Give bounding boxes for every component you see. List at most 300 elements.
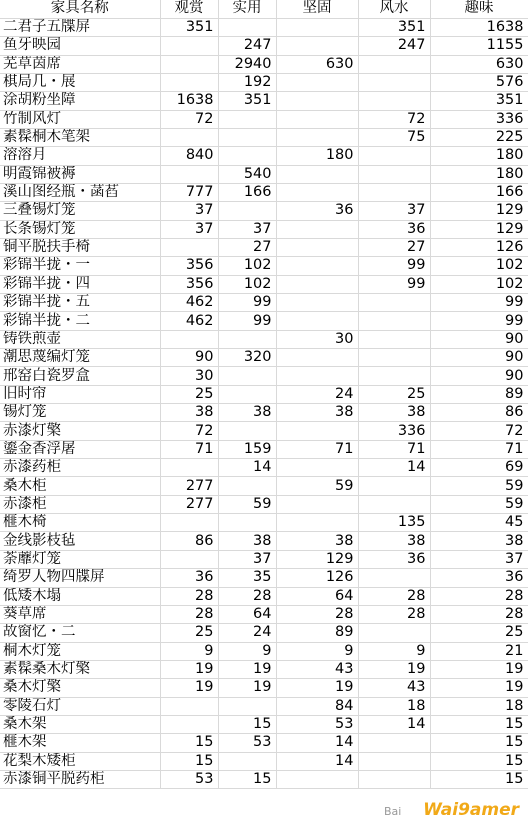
fengshui-cell[interactable]: 43: [358, 679, 430, 697]
table-row: [0, 183, 528, 201]
practical-cell[interactable]: 15: [218, 770, 276, 788]
name-cell[interactable]: 素髹桑木灯檠: [0, 660, 160, 678]
ornamental-cell[interactable]: [160, 128, 218, 146]
ornamental-cell[interactable]: 840: [160, 147, 218, 165]
fun-cell[interactable]: 71: [430, 440, 528, 458]
durability-cell[interactable]: [276, 183, 358, 201]
name-cell[interactable]: 故窗忆・二: [0, 624, 160, 642]
table-row: [0, 238, 528, 256]
ornamental-cell[interactable]: 15: [160, 752, 218, 770]
ornamental-cell[interactable]: [160, 697, 218, 715]
practical-cell[interactable]: 15: [218, 715, 276, 733]
name-cell[interactable]: 荼蘼灯笼: [0, 550, 160, 568]
durability-cell[interactable]: [276, 165, 358, 183]
practical-cell[interactable]: 38: [218, 404, 276, 422]
table-row: [0, 257, 528, 275]
fun-cell[interactable]: 166: [430, 183, 528, 201]
fengshui-cell[interactable]: [358, 752, 430, 770]
practical-cell[interactable]: 102: [218, 257, 276, 275]
fengshui-cell[interactable]: 135: [358, 514, 430, 532]
ornamental-cell[interactable]: 36: [160, 569, 218, 587]
ornamental-cell[interactable]: 19: [160, 660, 218, 678]
fengshui-cell[interactable]: 36: [358, 550, 430, 568]
practical-cell[interactable]: 53: [218, 734, 276, 752]
name-cell[interactable]: 铸铁煎壶: [0, 330, 160, 348]
ornamental-cell[interactable]: [160, 459, 218, 477]
fengshui-cell[interactable]: 9: [358, 642, 430, 660]
durability-cell[interactable]: [276, 770, 358, 788]
header-fengshui[interactable]: 风水: [358, 0, 430, 18]
fun-cell[interactable]: 225: [430, 128, 528, 146]
name-cell[interactable]: 二君子五牒屏: [0, 18, 160, 36]
name-cell[interactable]: 绮罗人物四牒屏: [0, 569, 160, 587]
table-row: [0, 220, 528, 238]
ornamental-cell[interactable]: 777: [160, 183, 218, 201]
fun-cell[interactable]: 180: [430, 147, 528, 165]
fengshui-cell[interactable]: [358, 92, 430, 110]
durability-cell[interactable]: 14: [276, 752, 358, 770]
ornamental-cell[interactable]: 356: [160, 257, 218, 275]
durability-cell[interactable]: [276, 220, 358, 238]
table-row: [0, 92, 528, 110]
fun-cell[interactable]: 28: [430, 587, 528, 605]
fun-cell[interactable]: 36: [430, 569, 528, 587]
practical-cell[interactable]: [218, 128, 276, 146]
ornamental-cell[interactable]: 37: [160, 220, 218, 238]
table-row: [0, 532, 528, 550]
durability-cell[interactable]: 59: [276, 477, 358, 495]
durability-cell[interactable]: [276, 294, 358, 312]
fun-cell[interactable]: 21: [430, 642, 528, 660]
practical-cell[interactable]: [218, 477, 276, 495]
ornamental-cell[interactable]: [160, 165, 218, 183]
fengshui-cell[interactable]: [358, 477, 430, 495]
durability-cell[interactable]: [276, 422, 358, 440]
fengshui-cell[interactable]: 25: [358, 385, 430, 403]
fengshui-cell[interactable]: 71: [358, 440, 430, 458]
ornamental-cell[interactable]: 53: [160, 770, 218, 788]
name-cell[interactable]: 鱼牙映园: [0, 37, 160, 55]
durability-cell[interactable]: [276, 367, 358, 385]
ornamental-cell[interactable]: 277: [160, 495, 218, 513]
header-ornamental[interactable]: 观赏: [160, 0, 218, 18]
table-row: [0, 770, 528, 788]
table-row: [0, 624, 528, 642]
practical-cell[interactable]: 37: [218, 220, 276, 238]
ornamental-cell[interactable]: [160, 715, 218, 733]
durability-cell[interactable]: [276, 495, 358, 513]
name-cell[interactable]: 竹制风灯: [0, 110, 160, 128]
fun-cell[interactable]: 69: [430, 459, 528, 477]
table-row: [0, 660, 528, 678]
durability-cell[interactable]: 71: [276, 440, 358, 458]
practical-cell[interactable]: 320: [218, 349, 276, 367]
table-row: [0, 550, 528, 568]
fengshui-cell[interactable]: [358, 312, 430, 330]
table-row: [0, 312, 528, 330]
ornamental-cell[interactable]: 1638: [160, 92, 218, 110]
fun-cell[interactable]: 129: [430, 202, 528, 220]
durability-cell[interactable]: [276, 312, 358, 330]
fun-cell[interactable]: 1155: [430, 37, 528, 55]
practical-cell[interactable]: 247: [218, 37, 276, 55]
table-row: [0, 752, 528, 770]
durability-cell[interactable]: 126: [276, 569, 358, 587]
practical-cell[interactable]: [218, 385, 276, 403]
durability-cell[interactable]: [276, 514, 358, 532]
practical-cell[interactable]: 351: [218, 92, 276, 110]
practical-cell[interactable]: [218, 330, 276, 348]
ornamental-cell[interactable]: 25: [160, 624, 218, 642]
practical-cell[interactable]: [218, 752, 276, 770]
practical-cell[interactable]: 166: [218, 183, 276, 201]
table-row: [0, 459, 528, 477]
fengshui-cell[interactable]: 37: [358, 202, 430, 220]
ornamental-cell[interactable]: 86: [160, 532, 218, 550]
ornamental-cell[interactable]: 38: [160, 404, 218, 422]
ornamental-cell[interactable]: [160, 514, 218, 532]
header-row: [0, 0, 528, 18]
fengshui-cell[interactable]: 28: [358, 587, 430, 605]
practical-cell[interactable]: 28: [218, 587, 276, 605]
fengshui-cell[interactable]: 72: [358, 110, 430, 128]
name-cell[interactable]: 溪山图经瓶・菡萏: [0, 183, 160, 201]
fun-cell[interactable]: 576: [430, 73, 528, 91]
ornamental-cell[interactable]: 351: [160, 18, 218, 36]
table-row: [0, 110, 528, 128]
table-row: [0, 440, 528, 458]
fun-cell[interactable]: 129: [430, 220, 528, 238]
name-cell[interactable]: 榧木架: [0, 734, 160, 752]
name-cell[interactable]: 彩锦半拢・四: [0, 275, 160, 293]
fun-cell[interactable]: 15: [430, 752, 528, 770]
fengshui-cell[interactable]: 351: [358, 18, 430, 36]
fengshui-cell[interactable]: 27: [358, 238, 430, 256]
header-practical[interactable]: 实用: [218, 0, 276, 18]
fun-cell[interactable]: 18: [430, 697, 528, 715]
durability-cell[interactable]: 43: [276, 660, 358, 678]
fun-cell[interactable]: 15: [430, 734, 528, 752]
ornamental-cell[interactable]: [160, 550, 218, 568]
durability-cell[interactable]: 129: [276, 550, 358, 568]
fun-cell[interactable]: 25: [430, 624, 528, 642]
ornamental-cell[interactable]: [160, 73, 218, 91]
table-row: [0, 128, 528, 146]
fengshui-cell[interactable]: [358, 183, 430, 201]
durability-cell[interactable]: 14: [276, 734, 358, 752]
practical-cell[interactable]: 38: [218, 532, 276, 550]
practical-cell[interactable]: 99: [218, 312, 276, 330]
fun-cell[interactable]: 19: [430, 679, 528, 697]
ornamental-cell[interactable]: 71: [160, 440, 218, 458]
table-row: [0, 55, 528, 73]
durability-cell[interactable]: 89: [276, 624, 358, 642]
baidu-watermark: Bai: [384, 805, 402, 818]
fun-cell[interactable]: 336: [430, 110, 528, 128]
practical-cell[interactable]: [218, 514, 276, 532]
name-cell[interactable]: 桑木架: [0, 715, 160, 733]
practical-cell[interactable]: [218, 367, 276, 385]
fengshui-cell[interactable]: 38: [358, 404, 430, 422]
practical-cell[interactable]: [218, 202, 276, 220]
name-cell[interactable]: 棋局几・展: [0, 73, 160, 91]
table-row: [0, 367, 528, 385]
table-row: [0, 679, 528, 697]
fun-cell[interactable]: 86: [430, 404, 528, 422]
name-cell[interactable]: 花梨木矮柜: [0, 752, 160, 770]
table-row: [0, 495, 528, 513]
fengshui-cell[interactable]: [358, 349, 430, 367]
durability-cell[interactable]: [276, 73, 358, 91]
practical-cell[interactable]: 59: [218, 495, 276, 513]
practical-cell[interactable]: 99: [218, 294, 276, 312]
name-cell[interactable]: 低矮木塌: [0, 587, 160, 605]
fengshui-cell[interactable]: 14: [358, 715, 430, 733]
table-row: [0, 73, 528, 91]
fengshui-cell[interactable]: 14: [358, 459, 430, 477]
practical-cell[interactable]: 14: [218, 459, 276, 477]
name-cell[interactable]: 溶溶月: [0, 147, 160, 165]
name-cell[interactable]: 赤漆柜: [0, 495, 160, 513]
practical-cell[interactable]: 19: [218, 679, 276, 697]
durability-cell[interactable]: [276, 257, 358, 275]
table-row: [0, 18, 528, 36]
practical-cell[interactable]: [218, 110, 276, 128]
fengshui-cell[interactable]: 75: [358, 128, 430, 146]
fengshui-cell[interactable]: 247: [358, 37, 430, 55]
table-row: [0, 587, 528, 605]
fengshui-cell[interactable]: [358, 165, 430, 183]
fengshui-cell[interactable]: 28: [358, 605, 430, 623]
fun-cell[interactable]: 72: [430, 422, 528, 440]
table-row: [0, 202, 528, 220]
fun-cell[interactable]: 99: [430, 294, 528, 312]
durability-cell[interactable]: [276, 275, 358, 293]
ornamental-cell[interactable]: 462: [160, 312, 218, 330]
ornamental-cell[interactable]: 72: [160, 110, 218, 128]
practical-cell[interactable]: 24: [218, 624, 276, 642]
name-cell[interactable]: 潮思蔑编灯笼: [0, 349, 160, 367]
fun-cell[interactable]: 19: [430, 660, 528, 678]
durability-cell[interactable]: 24: [276, 385, 358, 403]
durability-cell[interactable]: 53: [276, 715, 358, 733]
fengshui-cell[interactable]: 99: [358, 257, 430, 275]
ornamental-cell[interactable]: 28: [160, 605, 218, 623]
practical-cell[interactable]: 192: [218, 73, 276, 91]
name-cell[interactable]: 邢窑白瓷罗盒: [0, 367, 160, 385]
durability-cell[interactable]: 630: [276, 55, 358, 73]
table-row: [0, 330, 528, 348]
ornamental-cell[interactable]: 19: [160, 679, 218, 697]
ornamental-cell[interactable]: 9: [160, 642, 218, 660]
practical-cell[interactable]: 102: [218, 275, 276, 293]
fengshui-cell[interactable]: 19: [358, 660, 430, 678]
durability-cell[interactable]: [276, 18, 358, 36]
name-cell[interactable]: 葵草席: [0, 605, 160, 623]
table-row: [0, 477, 528, 495]
ornamental-cell[interactable]: 15: [160, 734, 218, 752]
durability-cell[interactable]: 38: [276, 532, 358, 550]
name-cell[interactable]: 明霞锦被褥: [0, 165, 160, 183]
table-row: [0, 385, 528, 403]
fun-cell[interactable]: 45: [430, 514, 528, 532]
name-cell[interactable]: 长条锡灯笼: [0, 220, 160, 238]
practical-cell[interactable]: 64: [218, 605, 276, 623]
name-cell[interactable]: 金线影枝毡: [0, 532, 160, 550]
durability-cell[interactable]: [276, 349, 358, 367]
ornamental-cell[interactable]: 90: [160, 349, 218, 367]
fun-cell[interactable]: 180: [430, 165, 528, 183]
fengshui-cell[interactable]: [358, 55, 430, 73]
durability-cell[interactable]: 28: [276, 605, 358, 623]
name-cell[interactable]: 彩锦半拢・一: [0, 257, 160, 275]
fun-cell[interactable]: 90: [430, 367, 528, 385]
ornamental-cell[interactable]: [160, 55, 218, 73]
fun-cell[interactable]: 90: [430, 330, 528, 348]
name-cell[interactable]: 赤漆药柜: [0, 459, 160, 477]
header-durability[interactable]: 坚固: [276, 0, 358, 18]
table-row: [0, 275, 528, 293]
durability-cell[interactable]: 64: [276, 587, 358, 605]
practical-cell[interactable]: [218, 422, 276, 440]
fengshui-cell[interactable]: [358, 73, 430, 91]
fun-cell[interactable]: 99: [430, 312, 528, 330]
fun-cell[interactable]: 102: [430, 257, 528, 275]
durability-cell[interactable]: 19: [276, 679, 358, 697]
practical-cell[interactable]: 2940: [218, 55, 276, 73]
practical-cell[interactable]: 9: [218, 642, 276, 660]
fun-cell[interactable]: 1638: [430, 18, 528, 36]
name-cell[interactable]: 桑木柜: [0, 477, 160, 495]
practical-cell[interactable]: 37: [218, 550, 276, 568]
durability-cell[interactable]: [276, 238, 358, 256]
table-row: [0, 349, 528, 367]
table-row: [0, 642, 528, 660]
name-cell[interactable]: 桑木灯檠: [0, 679, 160, 697]
table-row: [0, 734, 528, 752]
table-row: [0, 697, 528, 715]
name-cell[interactable]: 素髹桐木笔架: [0, 128, 160, 146]
fun-cell[interactable]: 89: [430, 385, 528, 403]
durability-cell[interactable]: 36: [276, 202, 358, 220]
fun-cell[interactable]: 38: [430, 532, 528, 550]
durability-cell[interactable]: 9: [276, 642, 358, 660]
fun-cell[interactable]: 351: [430, 92, 528, 110]
fengshui-cell[interactable]: 336: [358, 422, 430, 440]
practical-cell[interactable]: 540: [218, 165, 276, 183]
fun-cell[interactable]: 15: [430, 770, 528, 788]
fun-cell[interactable]: 90: [430, 349, 528, 367]
fengshui-cell[interactable]: 36: [358, 220, 430, 238]
name-cell[interactable]: 桐木灯笼: [0, 642, 160, 660]
durability-cell[interactable]: 180: [276, 147, 358, 165]
fengshui-cell[interactable]: [358, 147, 430, 165]
name-cell[interactable]: 赤漆铜平脱药柜: [0, 770, 160, 788]
name-cell[interactable]: 涂胡粉坐障: [0, 92, 160, 110]
practical-cell[interactable]: 19: [218, 660, 276, 678]
table-row: [0, 605, 528, 623]
practical-cell[interactable]: [218, 697, 276, 715]
header-fun[interactable]: 趣味: [430, 0, 528, 18]
fun-cell[interactable]: 59: [430, 495, 528, 513]
durability-cell[interactable]: [276, 110, 358, 128]
fun-cell[interactable]: 630: [430, 55, 528, 73]
fengshui-cell[interactable]: 38: [358, 532, 430, 550]
fengshui-cell[interactable]: 18: [358, 697, 430, 715]
durability-cell[interactable]: [276, 37, 358, 55]
fengshui-cell[interactable]: [358, 367, 430, 385]
name-cell[interactable]: 三叠锡灯笼: [0, 202, 160, 220]
ornamental-cell[interactable]: 30: [160, 367, 218, 385]
name-cell[interactable]: 彩锦半拢・五: [0, 294, 160, 312]
fengshui-cell[interactable]: [358, 569, 430, 587]
ornamental-cell[interactable]: 277: [160, 477, 218, 495]
fun-cell[interactable]: 15: [430, 715, 528, 733]
practical-cell[interactable]: [218, 147, 276, 165]
name-cell[interactable]: 彩锦半拢・二: [0, 312, 160, 330]
ornamental-cell[interactable]: 28: [160, 587, 218, 605]
name-cell[interactable]: 赤漆灯檠: [0, 422, 160, 440]
practical-cell[interactable]: 27: [218, 238, 276, 256]
name-cell[interactable]: 鎏金香浮屠: [0, 440, 160, 458]
practical-cell[interactable]: 35: [218, 569, 276, 587]
table-row: [0, 37, 528, 55]
ornamental-cell[interactable]: 356: [160, 275, 218, 293]
ornamental-cell[interactable]: 25: [160, 385, 218, 403]
name-cell[interactable]: 锡灯笼: [0, 404, 160, 422]
fun-cell[interactable]: 37: [430, 550, 528, 568]
fun-cell[interactable]: 102: [430, 275, 528, 293]
ornamental-cell[interactable]: [160, 238, 218, 256]
site-watermark: Wai9amer: [420, 800, 522, 820]
ornamental-cell[interactable]: 462: [160, 294, 218, 312]
ornamental-cell[interactable]: 37: [160, 202, 218, 220]
name-cell[interactable]: 旧时帘: [0, 385, 160, 403]
fengshui-cell[interactable]: [358, 330, 430, 348]
name-cell[interactable]: 铜平脱扶手椅: [0, 238, 160, 256]
ornamental-cell[interactable]: 72: [160, 422, 218, 440]
durability-cell[interactable]: 84: [276, 697, 358, 715]
fengshui-cell[interactable]: [358, 624, 430, 642]
table-row: [0, 404, 528, 422]
ornamental-cell[interactable]: [160, 330, 218, 348]
header-name[interactable]: 家具名称: [0, 0, 160, 18]
table-row: [0, 294, 528, 312]
table-row: [0, 715, 528, 733]
table-row: [0, 165, 528, 183]
durability-cell[interactable]: 38: [276, 404, 358, 422]
fun-cell[interactable]: 59: [430, 477, 528, 495]
name-cell[interactable]: 零陵石灯: [0, 697, 160, 715]
durability-cell[interactable]: [276, 128, 358, 146]
fengshui-cell[interactable]: [358, 294, 430, 312]
practical-cell[interactable]: 159: [218, 440, 276, 458]
practical-cell[interactable]: [218, 18, 276, 36]
fengshui-cell[interactable]: [358, 734, 430, 752]
table-row: [0, 147, 528, 165]
fun-cell[interactable]: 126: [430, 238, 528, 256]
ornamental-cell[interactable]: [160, 37, 218, 55]
name-cell[interactable]: 芜草茵席: [0, 55, 160, 73]
fengshui-cell[interactable]: [358, 770, 430, 788]
durability-cell[interactable]: [276, 92, 358, 110]
durability-cell[interactable]: [276, 459, 358, 477]
fun-cell[interactable]: 28: [430, 605, 528, 623]
durability-cell[interactable]: 30: [276, 330, 358, 348]
fengshui-cell[interactable]: 99: [358, 275, 430, 293]
fengshui-cell[interactable]: [358, 495, 430, 513]
name-cell[interactable]: 榧木椅: [0, 514, 160, 532]
